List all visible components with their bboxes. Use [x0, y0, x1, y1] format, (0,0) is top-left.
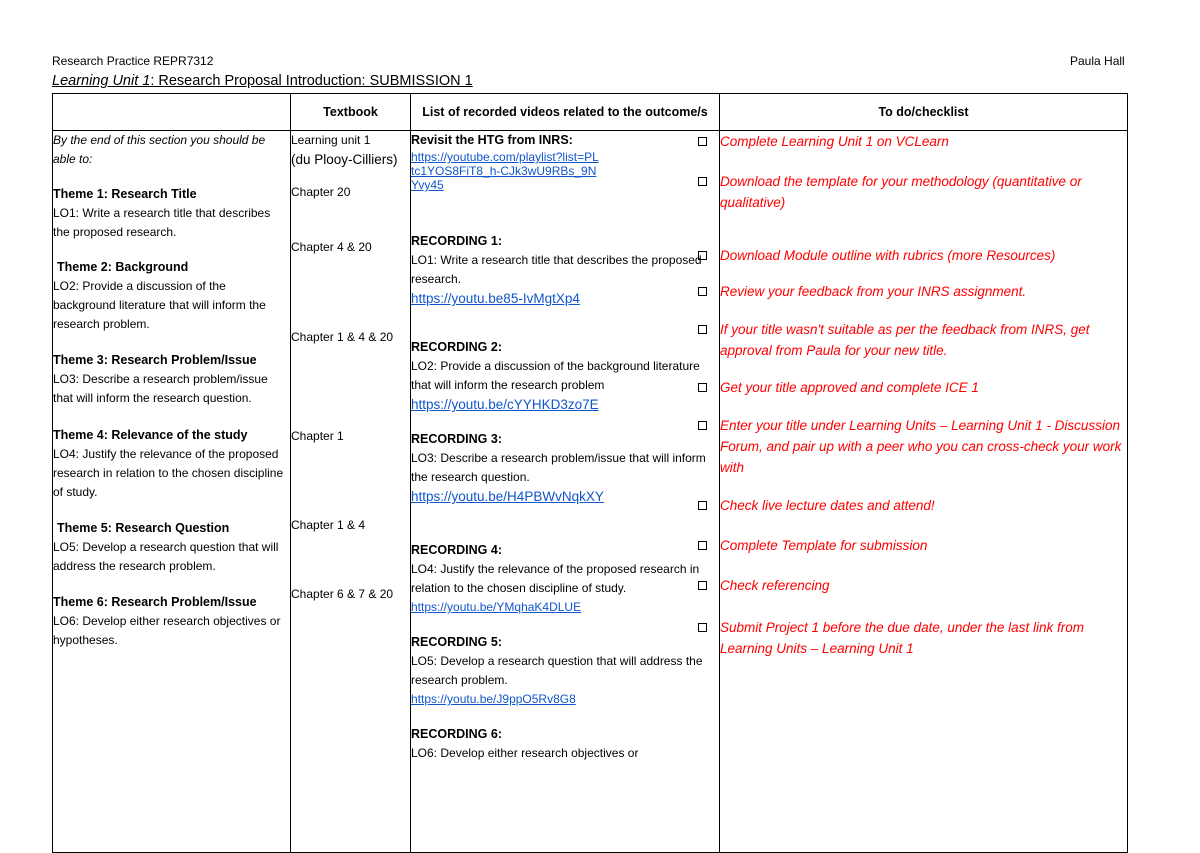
recording-link[interactable]: https://youtu.be85-IvMgtXp4	[411, 291, 580, 306]
theme-title: Theme 2: Background	[57, 260, 189, 274]
textbook-author: (du Plooy-Cilliers)	[291, 152, 398, 167]
checkbox-icon[interactable]	[698, 177, 707, 186]
textbook-chapter: Chapter 1 & 4 & 20	[291, 330, 394, 344]
learning-outcome: LO6: Develop either research objectives or hypotheses.	[53, 614, 281, 647]
recording-link[interactable]: https://youtu.be/cYYHKD3zo7E	[411, 397, 599, 412]
unit-title	[52, 73, 473, 89]
checklist-item	[720, 319, 1127, 361]
recording-title: RECORDING 2:	[411, 340, 502, 354]
recording-title: RECORDING 5:	[411, 635, 502, 649]
checkbox-icon[interactable]	[698, 623, 707, 632]
theme-title: Theme 1: Research Title	[53, 187, 197, 201]
checklist-item	[720, 415, 1127, 478]
checklist-item-text: Submit Project 1 before the due date, under the last link from Learning Units – Learning Unit 1	[720, 620, 1084, 656]
checklist-item-text: Complete Learning Unit 1 on VCLearn	[720, 134, 949, 149]
checklist-item	[720, 377, 1127, 398]
checkbox-icon[interactable]	[698, 287, 707, 296]
learning-outcome: LO4: Justify the relevance of the proposed research in relation to the chosen discipline of study.	[53, 447, 284, 499]
textbook-unit: Learning unit 1	[291, 133, 371, 147]
learning-outcome: LO5: Develop a research question that will address the research problem.	[53, 540, 279, 573]
recording-description: LO2: Provide a discussion of the background literature that will inform the research problem	[411, 359, 700, 392]
checkbox-icon[interactable]	[698, 421, 707, 430]
learning-outcome: LO1: Write a research title that describes the proposed research.	[53, 206, 271, 239]
recording-title: RECORDING 4:	[411, 543, 502, 557]
column-header-textbook: Textbook	[291, 94, 411, 131]
checkbox-icon[interactable]	[698, 581, 707, 590]
checklist-item-text: Complete Template for submission	[720, 538, 928, 553]
learning-outcome: LO3: Describe a research problem/issue that will inform the research question.	[53, 372, 268, 405]
recording-description: LO6: Develop either research objectives or	[411, 746, 639, 760]
recording-description: LO5: Develop a research question that will address the research problem.	[411, 654, 703, 687]
table-body-row	[53, 131, 1128, 853]
textbook-chapter: Chapter 1	[291, 429, 344, 443]
table-header-row	[53, 94, 1128, 131]
unit-title-rest: : Research Proposal Introduction: SUBMISSION 1	[150, 73, 473, 89]
checklist-item-text: Download the template for your methodology (quantitative or qualitative)	[720, 174, 1082, 210]
checklist-item	[720, 171, 1127, 213]
column-header-todo: To do/checklist	[720, 94, 1128, 131]
checkbox-icon[interactable]	[698, 325, 707, 334]
recording-title: RECORDING 1:	[411, 234, 502, 248]
revisit-title: Revisit the HTG from INRS:	[411, 133, 573, 147]
checkbox-icon[interactable]	[698, 541, 707, 550]
outcomes-intro: By the end of this section you should be able to:	[53, 133, 266, 166]
theme-title: Theme 5: Research Question	[57, 521, 230, 535]
todo-cell	[720, 131, 1128, 853]
checklist-item	[720, 617, 1127, 659]
theme-title: Theme 3: Research Problem/Issue	[53, 353, 257, 367]
checklist-item-text: Check referencing	[720, 578, 830, 593]
checklist-item	[720, 245, 1127, 266]
checkbox-icon[interactable]	[698, 137, 707, 146]
textbook-chapter: Chapter 20	[291, 185, 351, 199]
checklist-item	[720, 495, 1127, 516]
course-code: Research Practice REPR7312	[52, 54, 214, 68]
checklist-item-text: If your title wasn't suitable as per the feedback from INRS, get approval from Paula for your new title.	[720, 322, 1090, 358]
recording-link[interactable]: https://youtu.be/YMqhaK4DLUE	[411, 600, 582, 614]
checklist-item	[720, 131, 1127, 152]
textbook-chapter: Chapter 1 & 4	[291, 518, 366, 532]
recording-link[interactable]: https://youtu.be/H4PBWvNqkXY	[411, 489, 604, 504]
recording-description: LO1: Write a research title that describes the proposed research.	[411, 253, 702, 286]
checklist-item-text: Enter your title under Learning Units – Learning Unit 1 - Discussion Forum, and pair up with a peer who you can cross-check your work with	[720, 418, 1122, 475]
column-header-outcomes	[53, 94, 291, 131]
checklist-item-text: Review your feedback from your INRS assignment.	[720, 284, 1027, 299]
checkbox-icon[interactable]	[698, 501, 707, 510]
checklist-item	[720, 575, 1127, 596]
theme-title: Theme 6: Research Problem/Issue	[53, 595, 257, 609]
videos-cell	[411, 131, 720, 853]
recording-title: RECORDING 6:	[411, 727, 502, 741]
recording-description: LO3: Describe a research problem/issue that will inform the research question.	[411, 451, 706, 484]
recording-title: RECORDING 3:	[411, 432, 502, 446]
checklist-item-text: Download Module outline with rubrics (more Resources)	[720, 248, 1056, 263]
theme-title: Theme 4: Relevance of the study	[53, 428, 248, 442]
learning-outcome: LO2: Provide a discussion of the background literature that will inform the research problem.	[53, 279, 266, 331]
outcomes-cell	[53, 131, 291, 853]
checkbox-icon[interactable]	[698, 251, 707, 260]
recording-description: LO4: Justify the relevance of the proposed research in relation to the chosen discipline of study.	[411, 562, 700, 595]
learning-unit-table	[52, 93, 1128, 853]
textbook-chapter: Chapter 4 & 20	[291, 240, 372, 254]
checklist-item-text: Check live lecture dates and attend!	[720, 498, 935, 513]
checklist-item-text: Get your title approved and complete ICE 1	[720, 380, 979, 395]
checklist-item	[720, 281, 1127, 302]
revisit-playlist-link[interactable]: https://youtube.com/playlist?list=PLtc1YOS8FiT8_h-CJk3wU9RBs_9NYvy45	[411, 150, 599, 192]
column-header-videos: List of recorded videos related to the outcome/s	[411, 94, 720, 131]
textbook-chapter: Chapter 6 & 7 & 20	[291, 587, 394, 601]
checklist-item	[720, 535, 1127, 556]
unit-title-prefix: Learning Unit 1	[52, 73, 151, 89]
textbook-cell	[291, 131, 411, 853]
author-name: Paula Hall	[1070, 54, 1125, 68]
recording-link[interactable]: https://youtu.be/J9ppO5Rv8G8	[411, 692, 576, 706]
checkbox-icon[interactable]	[698, 383, 707, 392]
